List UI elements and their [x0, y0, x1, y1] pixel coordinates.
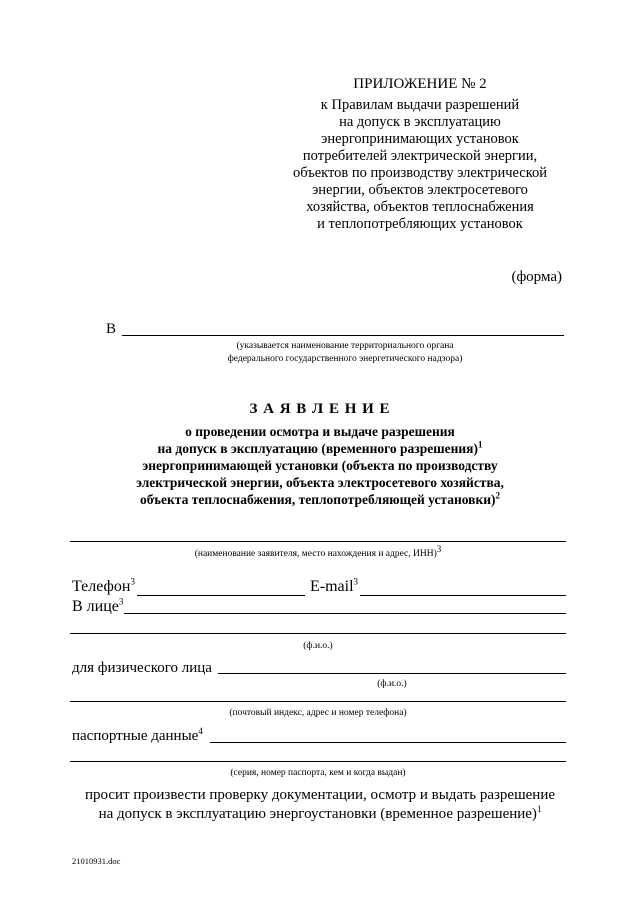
passport-caption: (серия, номер паспорта, кем и когда выдан) [230, 768, 406, 778]
statement-line [0, 440, 640, 457]
email-label [310, 578, 358, 596]
applicant-field[interactable] [70, 541, 566, 542]
passport-label [72, 727, 203, 745]
appendix-line: и теплопотребляющих установок [317, 216, 523, 232]
footnote-ref: 1 [477, 439, 483, 450]
phone-field[interactable] [137, 595, 305, 596]
statement-line: энергопринимающей установки (объекта по производству [142, 458, 498, 473]
applicant-caption [70, 543, 566, 561]
footnote-ref: 3 [436, 543, 442, 554]
footnote-ref: 3 [130, 576, 135, 587]
request-text [0, 786, 640, 824]
phone-label-text: Телефон [72, 578, 131, 595]
recipient-prefix: В [106, 321, 117, 337]
statement-line: о проведении осмотра и выдаче разрешения [185, 424, 455, 439]
footer-filename: 21010931.doc [72, 856, 121, 866]
statement-line5-text: объекта теплоснабжения, теплопотребляющей установки) [139, 492, 496, 507]
appendix-line: энергопринимающих установок [321, 131, 519, 147]
individual-label: для физического лица [72, 660, 212, 676]
address-caption: (почтовый индекс, адрес и номер телефона) [229, 708, 407, 718]
appendix-line: энергии, объектов электросетевого [312, 182, 528, 198]
person-field-continued[interactable] [70, 633, 566, 634]
form-label: (форма) [511, 269, 562, 285]
passport-field[interactable] [210, 742, 566, 743]
email-label-text: E-mail [310, 578, 354, 595]
individual-caption: (ф.и.о.) [377, 679, 407, 689]
person-label [72, 598, 123, 616]
individual-field[interactable] [218, 673, 566, 674]
footnote-ref: 3 [118, 596, 124, 607]
email-field[interactable] [360, 595, 566, 596]
person-label-text: В лице [72, 598, 119, 615]
person-field[interactable] [124, 613, 566, 614]
appendix-title: ПРИЛОЖЕНИЕ № 2 [353, 76, 487, 92]
footnote-ref: 4 [198, 726, 203, 736]
request-line: просит произвести проверку документации, осмотр и выдать разрешение [84, 787, 556, 803]
recipient-caption-line2: федерального государственного энергетического надзора) [227, 354, 463, 364]
recipient-caption-line1: (указывается наименование территориального органа [236, 341, 454, 351]
passport-label-text: паспортные данные [72, 728, 199, 744]
statement-line [0, 491, 640, 508]
person-caption: (ф.и.о.) [303, 641, 333, 651]
phone-label [72, 578, 135, 596]
recipient-field[interactable] [122, 335, 564, 336]
footnote-ref: 1 [536, 804, 542, 814]
passport-field-continued[interactable] [70, 761, 566, 762]
appendix-line: хозяйства, объектов теплоснабжения [306, 199, 534, 215]
address-field[interactable] [70, 701, 566, 702]
footnote-ref: 2 [495, 490, 501, 501]
appendix-line: на допуск в эксплуатацию [339, 114, 501, 130]
appendix-line: объектов по производству электрической [292, 165, 548, 181]
request-line [0, 805, 640, 824]
statement-subtitle [0, 423, 640, 508]
request-line2-text: на допуск в эксплуатацию энергоустановки (временное разрешение) [98, 806, 537, 822]
appendix-line: потребителей электрической энергии, [302, 148, 538, 164]
statement-line2-text: на допуск в эксплуатацию (временного разрешения) [157, 441, 478, 456]
recipient-caption [180, 340, 510, 366]
appendix-line: к Правилам выдачи разрешений [320, 97, 520, 113]
statement-title: З А Я В Л Е Н И Е [249, 401, 391, 417]
appendix-block [270, 76, 570, 233]
footnote-ref: 3 [353, 576, 359, 587]
statement-line: электрической энергии, объекта электросетевого хозяйства, [136, 475, 504, 490]
applicant-caption-text: (наименование заявителя, место нахождения и адрес, ИНН) [194, 549, 437, 559]
